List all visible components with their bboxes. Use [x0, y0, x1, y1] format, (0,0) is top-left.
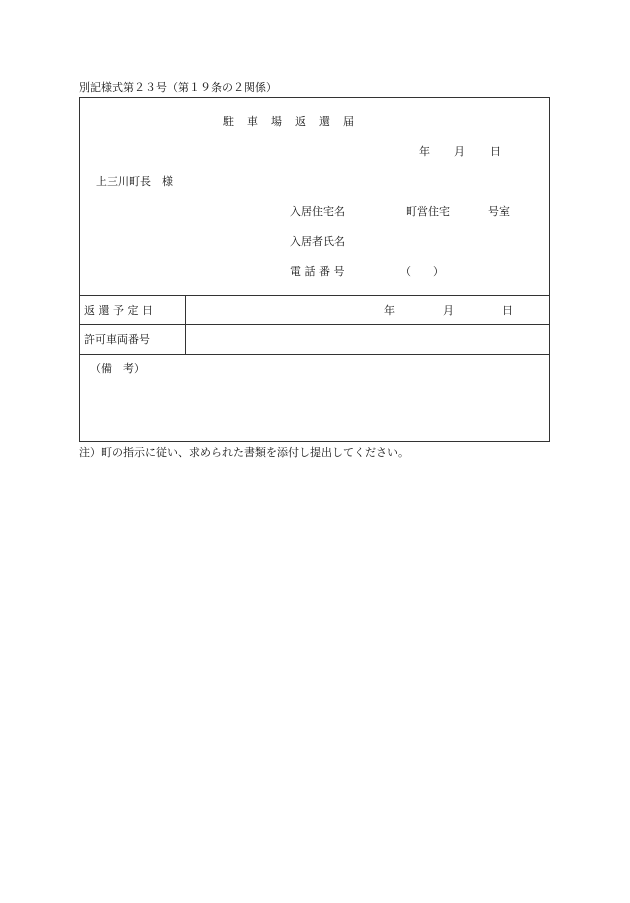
return-day-label: 日 [502, 304, 513, 317]
addressee: 上三川町長 様 [96, 175, 173, 188]
date-month-label: 月 [454, 145, 465, 158]
room-suffix: 号室 [488, 205, 510, 218]
return-month-label: 月 [443, 304, 454, 317]
date-year-label: 年 [419, 145, 430, 158]
phone-paren: （ ） [400, 265, 444, 278]
date-day-label: 日 [490, 145, 501, 158]
phone-label: 電 話 番 号 [290, 265, 345, 278]
form-title: 駐 車 場 返 還 届 [223, 115, 355, 128]
row-divider-2 [80, 324, 549, 325]
parking-return-form [79, 97, 550, 442]
housing-type: 町営住宅 [406, 205, 450, 218]
row-divider-3 [80, 354, 549, 355]
return-date-label: 返 還 予 定 日 [84, 304, 153, 317]
remarks-label: （備 考） [90, 362, 145, 375]
resident-name-label: 入居者氏名 [290, 235, 345, 248]
label-column-divider [185, 295, 186, 354]
row-divider-1 [80, 295, 549, 296]
form-number: 別記様式第２３号（第１９条の２関係） [79, 81, 277, 94]
housing-name-label: 入居住宅名 [290, 205, 345, 218]
vehicle-number-label: 許可車両番号 [84, 333, 150, 346]
return-year-label: 年 [384, 304, 395, 317]
footer-note: 注）町の指示に従い、求められた書類を添付し提出してください。 [79, 446, 409, 459]
